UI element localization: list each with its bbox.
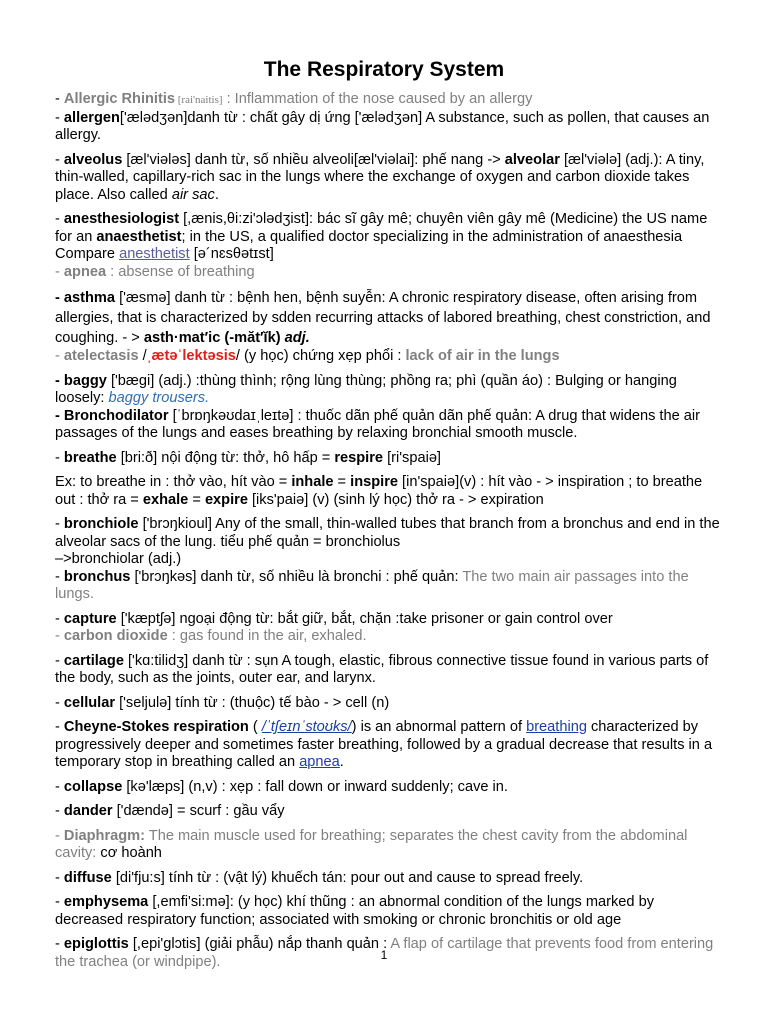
glossary-body <box>55 91 725 978</box>
term: Diaphragm: <box>63 827 146 844</box>
page-title: The Respiratory System <box>263 58 505 81</box>
ipa: ˌætəˈlektəsis <box>146 348 236 364</box>
definition: [kə'læps] (n,v) : xẹp : fall down or inward suddenly; cave in. <box>122 778 508 795</box>
definition: ['bægi] (adj.) :thùng thình; rộng lùng thùng; phồng ra; phì (quần áo) : Bulging or hanging loosely: <box>55 372 677 406</box>
entry-allergic-rhinitis: - Allergic Rhinitis [rai'naitis] : Inflammation of the nose caused by an allergy <box>55 91 533 107</box>
entry-asthma: - asthma ['æsmə] danh từ : bệnh hen, bệnh suyễn: A chronic respiratory disease, often arising from allergies, that is characterized by sdden recurring attacks of labored breathing, chest constriction, and coughing. - > asth·mat′ic (-măt′ĭk) adj. <box>55 290 711 346</box>
anesthetist-link[interactable]: anesthetist <box>119 246 190 262</box>
definition: [ˈbrɒŋkəʊdaɪˌleɪtə] : thuốc dãn phế quản dãn phế quản: A drug that widens the air passages of the lungs and eases breathing by relaxing bronchial smooth muscle. <box>55 407 700 441</box>
entry-carbon-dioxide: - carbon dioxide : gas found in the air, exhaled. <box>55 628 367 644</box>
term: diffuse <box>63 869 112 886</box>
entry-anesthesiologist: - anesthesiologist [,ænis,θi:zi'ɔlədʒist]: bác sĩ gây mê; chuyên viên gây mê (Medicine) the US name for an anaesthetist; in the US, a qualified doctor specializing in the administration of anaesthesia Compare anesthetist [ə´nɛsθətɪst] <box>55 211 708 262</box>
term: dander <box>63 803 113 819</box>
term: cellular <box>63 694 116 711</box>
entry-emphysema: - emphysema [,emfi'si:mə]: (y học) khí thũng : an abnormal condition of the lungs marked by decreased respiratory function; associated with smoking or chronic bronchitis or old age <box>55 894 655 928</box>
entry-diffuse: - diffuse [di'fju:s] tính từ : (vật lý) khuếch tán: pour out and cause to spread freely. <box>55 869 584 886</box>
entry-atelectasis: - atelectasis /ˌætəˈlektəsis/ (y học) chứng xẹp phổi : lack of air in the lungs <box>55 348 560 364</box>
definition: The main muscle used for breathing; separates the chest cavity from the abdominal cavity: <box>55 827 688 861</box>
breathing-link[interactable]: breathing <box>526 719 587 735</box>
definition: ['kæptʃə] ngoại động từ: bắt giữ, bắt, chặn :take prisoner or gain control over <box>116 610 613 627</box>
term: allergen <box>63 109 120 126</box>
pronunciation: [rai'naitis] <box>175 94 223 106</box>
term: epiglottis <box>63 936 129 952</box>
entry-breathe-example: Ex: to breathe in : thở vào, hít vào = inhale = inspire [in'spaiə](v) : hít vào - > inspiration ; to breathe out : thở ra = exhale = expire [iks'paiə] (v) (sinh lý học) thở ra - > expiration <box>55 474 703 508</box>
entry-epiglottis: - epiglottis [,epi'glɔtis] (giải phẫu) nắp thanh quản : A flap of cartilage that prevents food from entering the trachea (or windpipe). <box>55 936 714 970</box>
definition: lack of air in the lungs <box>405 348 560 364</box>
entry-capture: - capture ['kæptʃə] ngoại động từ: bắt giữ, bắt, chặn :take prisoner or gain control over <box>55 610 613 627</box>
definition: A flap of cartilage that prevents food from entering the trachea (or windpipe). <box>55 936 714 970</box>
entry-bronchodilator: - Bronchodilator [ˈbrɒŋkəʊdaɪˌleɪtə] : thuốc dãn phế quản dãn phế quản: A drug that widens the air passages of the lungs and eases breathing by relaxing bronchial smooth muscle. <box>55 407 700 441</box>
entry-breathe: - breathe [bri:ð] nội động từ: thở, hô hấp = respire [ri'spaiə] <box>55 449 441 466</box>
entry-cheyne-stokes: - Cheyne-Stokes respiration ( /ˈtʃeɪnˈstoʊks/) is an abnormal pattern of breathing characterized by progressively deeper and sometimes faster breathing, followed by a gradual decrease that results in a temporary stop in breathing called an apnea. <box>55 719 713 770</box>
term: anaesthetist <box>96 228 182 245</box>
term: capture <box>63 610 117 627</box>
definition: ['dændə] = scurf : gầu vẩy <box>112 803 285 819</box>
definition: ['kɑ:tilidʒ] danh từ : sụn A tough, elastic, fibrous connective tissue found in various parts of the body, such as the joints, outer ear, and larynx. <box>55 652 709 686</box>
entry-bronchus: - bronchus ['brɔŋkəs] danh từ, số nhiều là bronchi : phế quản: The two main air passages into the lungs. <box>55 568 689 602</box>
term: Allergic Rhinitis <box>63 91 176 107</box>
term: respire <box>334 449 384 466</box>
entry-dander: - dander ['dændə] = scurf : gầu vẩy <box>55 803 285 819</box>
definition: characterized by progressively deeper and sometimes faster breathing, followed by a gradual decrease that results in a temporary stop in breathing called an <box>55 719 713 770</box>
apnea-link[interactable]: apnea <box>299 754 340 770</box>
definition: ['brɔŋkioul] Any of the small, thin-walled tubes that branch from a bronchus and end in the alveolar sacs of the lung. tiểu phế quản = bronchiolus <box>55 516 720 550</box>
definition: ['æsmə] danh từ : bệnh hen, bệnh suyễn: A chronic respiratory disease, often arising from allergies, that is characterized by sdden recurring attacks of labored breathing, chest constriction, and coughing. - > <box>55 290 711 346</box>
term: breathe <box>63 449 117 466</box>
term: alveolar <box>504 151 560 168</box>
definition: : Inflammation of the nose caused by an allergy <box>222 91 533 107</box>
entry-apnea: - apnea : absense of breathing <box>55 263 255 280</box>
term: collapse <box>63 778 123 795</box>
term: asthma <box>63 290 116 306</box>
definition: ['seljulə] tính từ : (thuộc) tế bào - > cell (n) <box>115 694 390 711</box>
term: atelectasis <box>63 348 139 364</box>
entry-allergen: - allergen['ælədʒən]danh từ : chất gây dị ứng ['ælədʒən] A substance, such as pollen, that causes an allergy. <box>55 109 710 143</box>
entry-collapse: - collapse [kə'læps] (n,v) : xẹp : fall down or inward suddenly; cave in. <box>55 778 508 795</box>
entry-bronchiole: - bronchiole ['brɔŋkioul] Any of the small, thin-walled tubes that branch from a bronchus and end in the alveolar sacs of the lung. tiểu phế quản = bronchiolus –>bronchiolar (adj.) <box>55 516 720 567</box>
term: carbon dioxide <box>63 628 168 644</box>
entry-alveolus: - alveolus [æl'viələs] danh từ, số nhiều alveoli[æl'viəlai]: phế nang -> alveolar [æl'viələ] (adj.): A tiny, thin-walled, capillary-rich sac in the lungs where the exchange of oxygen and carbon dioxide takes place. Also called air sac. <box>55 151 705 203</box>
term: apnea <box>63 263 107 280</box>
ipa-link[interactable]: /ˈtʃeɪnˈstoʊks/ <box>261 719 352 735</box>
entry-baggy: - baggy ['bægi] (adj.) :thùng thình; rộng lùng thùng; phồng ra; phì (quần áo) : Bulging or hanging loosely: baggy trousers. <box>55 372 677 406</box>
definition: [,emfi'si:mə]: (y học) khí thũng : an abnormal condition of the lungs marked by decreased respiratory function; associated with smoking or chronic bronchitis or old age <box>55 894 655 928</box>
term: baggy <box>63 372 107 389</box>
entry-cartilage: - cartilage ['kɑ:tilidʒ] danh từ : sụn A tough, elastic, fibrous connective tissue found in various parts of the body, such as the joints, outer ear, and larynx. <box>55 652 709 686</box>
term: cartilage <box>63 652 124 669</box>
definition: ['ælədʒən]danh từ : chất gây dị ứng ['ælədʒən] A substance, such as pollen, that causes an allergy. <box>55 109 710 143</box>
term: bronchiole <box>63 516 139 532</box>
term: asth·mat′ic (-măt′ĭk) <box>143 330 281 346</box>
term: Cheyne-Stokes respiration <box>63 719 249 735</box>
term: Bronchodilator <box>63 407 169 424</box>
definition: : gas found in the air, exhaled. <box>167 628 367 644</box>
entry-cellular: - cellular ['seljulə] tính từ : (thuộc) tế bào - > cell (n) <box>55 694 390 711</box>
page-number: 1 <box>380 948 388 962</box>
example: baggy trousers. <box>108 390 210 406</box>
definition: : absense of breathing <box>106 263 255 280</box>
term: emphysema <box>63 894 149 910</box>
term: anesthesiologist <box>63 211 180 227</box>
definition: [di'fju:s] tính từ : (vật lý) khuếch tán: pour out and cause to spread freely. <box>111 869 584 886</box>
definition: ; in the US, a qualified doctor specializing in the administration of anaesthesia Compare <box>55 228 683 262</box>
definition: The two main air passages into the lungs. <box>55 568 689 602</box>
entry-diaphragm: - Diaphragm: The main muscle used for breathing; separates the chest cavity from the abdominal cavity: cơ hoành <box>55 827 688 861</box>
definition: [æl'viələ] (adj.): A tiny, thin-walled, capillary-rich sac in the lungs where the exchange of oxygen and carbon dioxide takes place. Also called <box>55 151 705 203</box>
term: bronchus <box>63 568 131 585</box>
term: alveolus <box>63 151 123 168</box>
